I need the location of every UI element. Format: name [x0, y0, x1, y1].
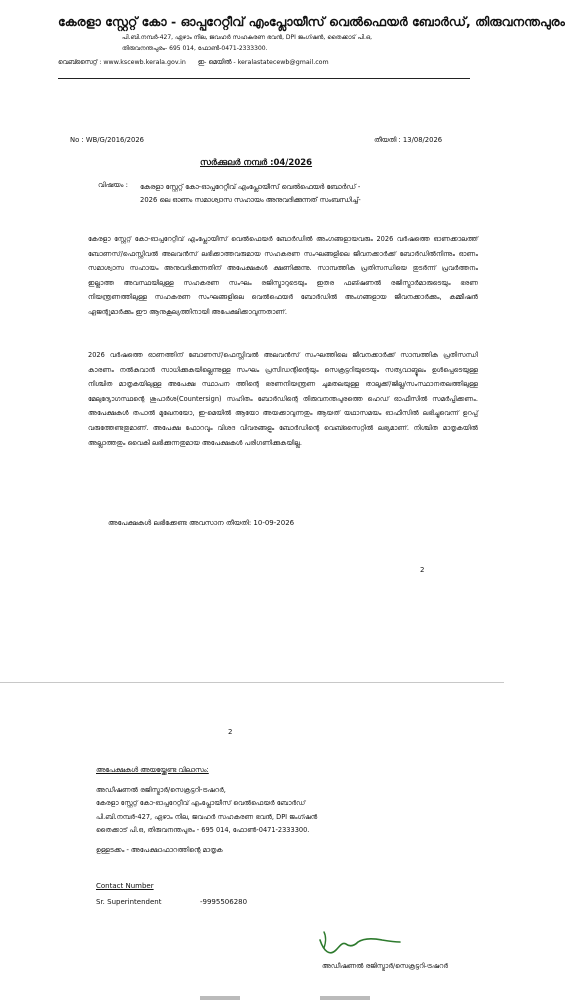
board-address: [122, 32, 482, 54]
scan-edge-mark: [200, 994, 380, 1000]
page-number: 2: [420, 566, 425, 574]
last-date-line: അപേക്ഷകൾ ലഭിക്കേണ്ട അവസാന തീയതി: 10-09-2026: [108, 519, 295, 527]
mailing-address-line: കേരളാ സ്റ്റേറ്റ് കോ-ഓപ്പറേറ്റീവ് എംപ്ലോയീസ് വെൽഫെയർ ബോർഡ്: [96, 799, 306, 808]
reference-number: No : WB/G/2016/2026: [70, 136, 144, 144]
subject-line: കേരളാ സ്റ്റേറ്റ് കോ-ഓപ്പറേറ്റീവ് എംപ്ലോയീസ് വെൽഫെയർ ബോർഡ് -: [140, 183, 361, 191]
website-text: വെബ്സൈറ്റ് : www.kscewb.kerala.gov.in: [58, 59, 186, 66]
enclosure-line: ഉള്ളടക്കം - അപേക്ഷാഫാറത്തിന്റെ മാതൃക: [96, 846, 223, 854]
board-title: കേരളാ സ്റ്റേറ്റ് കോ - ഓപ്പറേറ്റീവ് എംപ്ലോയീസ് വെൽഫെയർ ബോർഡ്, തിരുവനന്തപുരം: [58, 14, 565, 29]
address-line: പി.ബി.നമ്പർ-427, ഏഴാം നില, ജവഹർ സഹകരണ ഭവൻ, DPI ജംഗ്ഷൻ, തൈക്കാട് പി.ഒ,: [122, 34, 373, 41]
circular-date: തീയതി : 13/08/2026: [374, 136, 443, 144]
mailing-address-line: തൈക്കാട് പി.ഒ, തിരുവനന്തപുരം - 695 014, ഫോൺ-0471-2333300.: [96, 826, 310, 835]
mailing-address: [96, 784, 476, 838]
header-divider: [58, 78, 470, 79]
address-heading: അപേക്ഷകൾ അയയ്ക്കേണ്ട വിലാസം:: [96, 766, 209, 774]
signature-image: [314, 922, 404, 962]
contact-line: [58, 59, 458, 67]
body-paragraph: കേരളാ സ്റ്റേറ്റ് കോ-ഓപ്പറേറ്റീവ് എംപ്ലോയീസ് വെൽഫെയർ ബോർഡിൽ അംഗങ്ങളായവരും 2026 വർഷത്തെ ഓണക്കാലത്ത് ബോണസ്/ഫെസ്റ്റിവൽ അലവൻസ് ലഭിക്കാത്തവരുമായ സഹകരണ സംഘങ്ങളിലെ ജീവനക്കാർക്ക് ബോർഡിൽനിന്നും ഓണം സമാശ്വാസ സഹായം അനുവദിക്കുന്നതിന് അപേക്ഷകൾ ക്ഷണിക്കുന്നു. സാമ്പത്തിക പ്രതിസന്ധിയെ തുടർന്ന് പ്രവർത്തനം ഇല്ലാത്ത അവസ്ഥയിലുള്ള സഹകരണ സംഘം രജിസ്ട്രാറുടെയും ഇതര ഫങ്ഷണൽ രജിസ്ട്രാർമാരുടെയും ഭരണ നിയന്ത്രണത്തിലുള്ള സഹകരണ സംഘങ്ങളിലെ വെൽഫെയർ ബോർഡിൽ അംഗങ്ങളായ ജീവനക്കാർക്കും, കമ്മീഷൻ ഏജന്റുമാർക്കും ഈ ആനുകൂല്യത്തിനായി അപേക്ഷിക്കാവുന്നതാണ്.: [88, 235, 478, 316]
contact-role: Sr. Superintendent: [96, 898, 162, 906]
address-line: തിരുവനന്തപുരം- 695 014, ഫോൺ-0471-2333300.: [122, 45, 268, 52]
mailing-address-line: അഡീഷണൽ രജിസ്ട്രാർ/സെക്രട്ടറി-ട്രഷറർ,: [96, 786, 226, 794]
circular-title: സർക്കുലർ നമ്പർ :04/2026: [200, 158, 313, 168]
subject-line: 2026 ലെ ഓണം സമാശ്വാസ സഹായം അനുവദിക്കുന്നത് സംബന്ധിച്ച്-: [140, 196, 361, 204]
subject-text: [140, 181, 460, 207]
subject-label: വിഷയം :: [98, 181, 129, 189]
page-number: 2: [228, 728, 233, 736]
signatory-designation: അഡീഷണൽ രജിസ്ട്രാർ/സെക്രട്ടറി-ട്രഷറർ: [322, 962, 448, 970]
email-text: ഇ- മെയിൽ - keralastatecewb@gmail.com: [197, 59, 329, 66]
body-paragraph: 2026 വർഷത്തെ ഓണത്തിന് ബോണസ്/ഫെസ്റ്റിവൽ അലവൻസ് സംഘത്തിലെ ജീവനക്കാർക്ക് സാമ്പത്തിക പ്രതിസന്ധി കാരണം നൽകുവാൻ സാധിക്കുകയില്ലെന്നുള്ള സംഘം പ്രസിഡന്റിന്റെയും സെക്രട്ടറിയുടെയും സത്യവാങ്മൂലം ഉൾപ്പെടെയുള്ള നിശ്ചിത മാതൃകയിലുള്ള അപേക്ഷ സ്ഥാപന ത്തിന്റെ ഭരണനിയന്ത്രണ ചുമതലയുള്ള താലൂക്ക്/ജില്ല/സംസ്ഥാനതലത്തിലുള്ള മേലുദ്യോഗസ്ഥന്റെ ശുപാർശ(Countersign) സഹിതം ബോർഡിന്റെ തിരുവനന്തപുരത്തെ ഹെഡ് ഓഫീസിൽ സമർപ്പിക്കണം. അപേക്ഷകൾ തപാൽ മുഖേനയോ, ഇ-മെയിൽ ആയോ അയക്കാവുന്നതും ആയത് യഥാസമയം ഓഫീസിൽ ലഭിച്ചുവെന്ന് ഉറപ്പ് വരുത്തേണ്ടതുമാണ്. അപേക്ഷ ഫോറവും വിശദ വിവരങ്ങളും ബോർഡിന്റെ വെബ്സൈറ്റിൽ ലഭ്യമാണ്. നിശ്ചിത മാതൃകയിൽ അല്ലാത്തതും വൈകി ലഭിക്കുന്നതുമായ അപേക്ഷകൾ പരിഗണിക്കുകയില്ല.: [88, 351, 478, 447]
page-break-divider: [0, 682, 504, 683]
mailing-address-line: പി.ബി.നമ്പർ-427, ഏഴാം നില, ജവഹർ സഹകരണ ഭവൻ, DPI ജംഗ്ഷൻ: [96, 812, 318, 821]
contact-heading: Contact Number: [96, 882, 154, 890]
contact-phone: -9995506280: [200, 898, 248, 906]
